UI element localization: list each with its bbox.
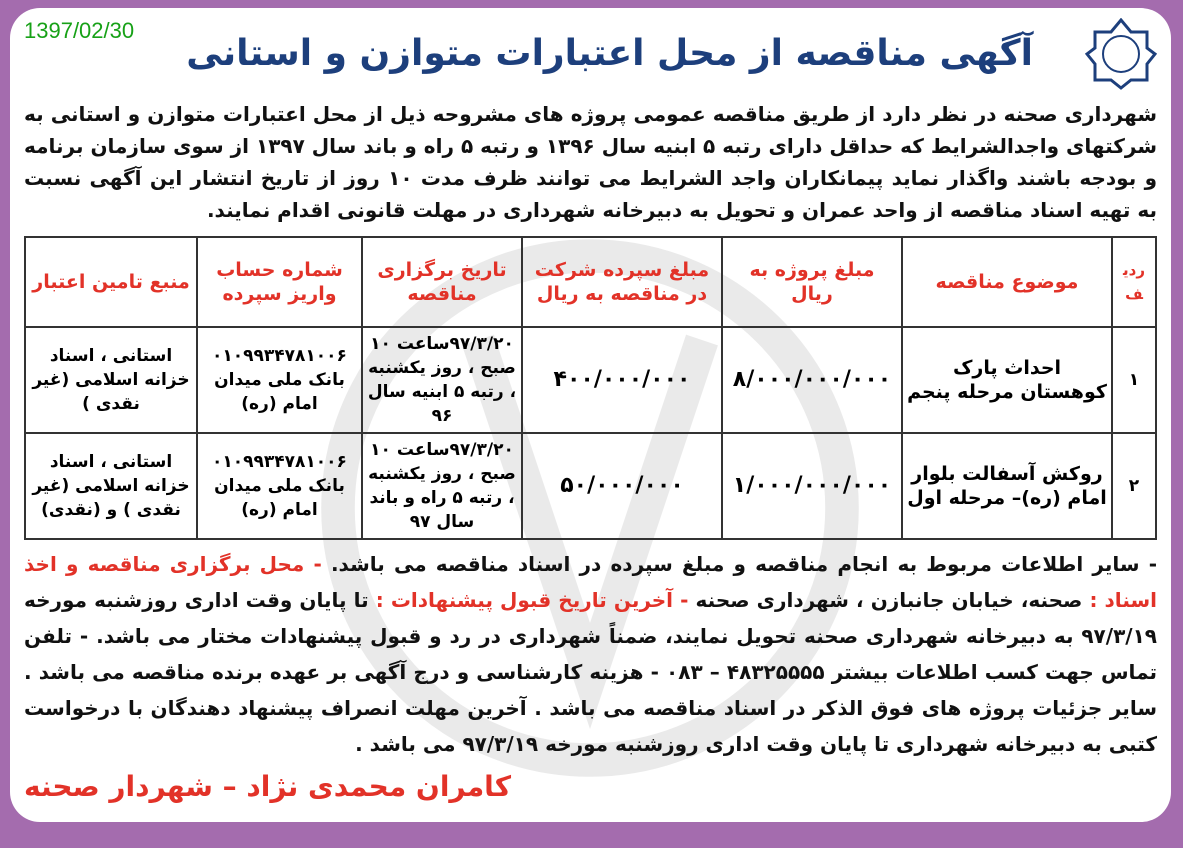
cell-funding: استانی ، اسناد خزانه اسلامی (غیر نقدی ) و (نقدی) [25, 433, 197, 539]
cell-funding: استانی ، اسناد خزانه اسلامی (غیر نقدی ) [25, 327, 197, 433]
publish-date: 1397/02/30 [24, 18, 135, 43]
venue-address: صحنه، خیابان جانبازن ، شهرداری صحنه [688, 588, 1083, 612]
col-header-project-amount: مبلغ پروژه به ریال [722, 237, 902, 327]
cell-deposit: ۵۰/۰۰۰/۰۰۰ [522, 433, 722, 539]
col-header-row-number: ردیف [1112, 237, 1156, 327]
table-row [25, 327, 1156, 433]
cell-subject: روکش آسفالت بلوار امام (ره)– مرحله اول [902, 433, 1112, 539]
page-title: آگهی مناقصه از محل اعتبارات متوازن و استانی [186, 33, 1033, 74]
page-header [24, 18, 1157, 90]
venue-label: - محل برگزاری مناقصه و اخذ اسناد : [24, 552, 1158, 612]
deadline-text: تا پایان وقت اداری روزشنبه مورخه ۹۷/۳/۱۹ به دبیرخانه شهرداری صحنه تحویل نمایند، ضمناً شهرداری در رد و قبول پیشنهادات مختار می باشد. [24, 588, 1157, 648]
col-header-deposit: مبلغ سپرده شرکت در مناقصه به ریال [522, 237, 722, 327]
contact-phone: - تلفن تماس جهت کسب اطلاعات بیشتر ۴۸۳۲۵۵۵۵ – ۰۸۳ [24, 624, 1157, 684]
cell-row-number: ۲ [1112, 433, 1156, 539]
municipality-logo [1085, 18, 1157, 90]
cell-date: ۹۷/۳/۲۰ساعت ۱۰ صبح ، روز یکشنبه ، رتبه ۵ راه و باند سال ۹۷ [362, 433, 522, 539]
cell-deposit: ۴۰۰/۰۰۰/۰۰۰ [522, 327, 722, 433]
signature: کامران محمدی نژاد – شهردار صحنه [24, 770, 511, 803]
tender-table [24, 236, 1157, 540]
page-body [10, 8, 1171, 822]
intro-paragraph: شهرداری صحنه در نظر دارد از طریق مناقصه عمومی پروژه های مشروحه ذیل از محل اعتبارات متوازن و استانی به شرکتهای واجدالشرایط که حداقل دارای رتبه ۵ ابنیه سال ۱۳۹۶ و رتبه ۵ راه و باند سال ۱۳۹۷ از سوی سازمان برنامه و بودجه باشند واگذار نماید پیمانکاران واجد الشرایط می توانند ظرف مدت ۱۰ روز از تاریخ انتشار این آگهی نسبت به تهیه اسناد مناقصه از واحد عمران و تحویل به دبیرخانه شهرداری در مهلت قانونی اقدام نمایند. [24, 102, 1157, 222]
footer-paragraph [24, 546, 1157, 762]
cell-project-amount: ۱/۰۰۰/۰۰۰/۰۰۰ [722, 433, 902, 539]
table-header-row [25, 237, 1156, 327]
col-header-date: تاریخ برگزاری مناقصه [362, 237, 522, 327]
cell-subject: احداث پارک کوهستان مرحله پنجم [902, 327, 1112, 433]
cell-account: ۰۱۰۹۹۳۴۷۸۱۰۰۶ بانک ملی میدان امام (ره) [197, 433, 362, 539]
cell-date: ۹۷/۳/۲۰ساعت ۱۰ صبح ، روز یکشنبه ، رتبه ۵ ابنیه سال ۹۶ [362, 327, 522, 433]
footer-text-end: - هزینه کارشناسی و درج آگهی بر عهده برنده مناقصه می باشد . سایر جزئیات پروژه های فوق الذکر در اسناد مناقصه می باشد . آخرین مهلت انصراف پیشنهاد دهندگان با درخواست کتبی به دبیرخانه شهرداری تا پایان وقت اداری روزشنبه مورخه ۹۷/۳/۱۹ می باشد . [24, 660, 1157, 756]
footer-text: - سایر اطلاعات مربوط به انجام مناقصه و مبلغ سپرده در اسناد مناقصه می باشد. [321, 552, 1157, 576]
cell-account: ۰۱۰۹۹۳۴۷۸۱۰۰۶ بانک ملی میدان امام (ره) [197, 327, 362, 433]
cell-row-number: ۱ [1112, 327, 1156, 433]
deadline-label: - آخرین تاریخ قبول پیشنهادات : [368, 588, 689, 612]
col-header-account: شماره حساب واریز سپرده [197, 237, 362, 327]
cell-project-amount: ۸/۰۰۰/۰۰۰/۰۰۰ [722, 327, 902, 433]
col-header-subject: موضوع مناقصه [902, 237, 1112, 327]
col-header-funding: منبع تامین اعتبار [25, 237, 197, 327]
table-row [25, 433, 1156, 539]
signature-row [24, 768, 1157, 806]
